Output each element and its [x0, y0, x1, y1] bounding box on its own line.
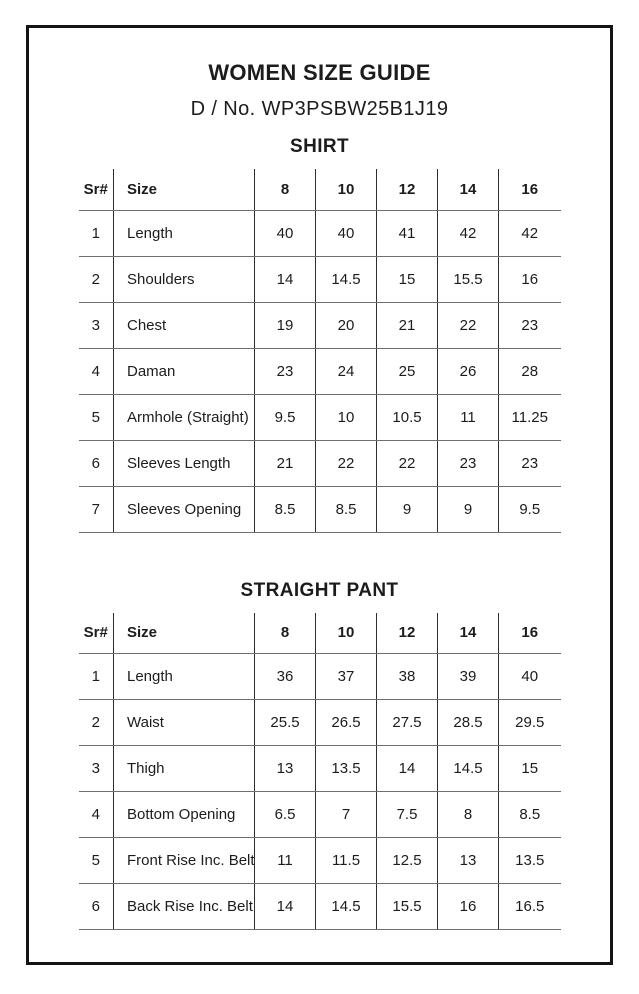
shirt-size-table: [79, 169, 561, 533]
size-10-column-header: 10: [316, 613, 377, 654]
measurement-label-cell: Length: [114, 654, 255, 700]
measurement-value-cell: 40: [255, 210, 316, 256]
sr-cell: 5: [79, 838, 114, 884]
table-row: [79, 884, 561, 930]
measurement-value-cell: 10: [316, 394, 377, 440]
measurement-value-cell: 40: [316, 210, 377, 256]
measurement-value-cell: 14: [377, 746, 438, 792]
measurement-value-cell: 14: [255, 884, 316, 930]
straight-pant-size-table: [79, 613, 561, 931]
measurement-value-cell: 8: [438, 792, 499, 838]
measurement-label-cell: Thigh: [114, 746, 255, 792]
size-16-column-header: 16: [499, 169, 561, 210]
measurement-value-cell: 41: [377, 210, 438, 256]
table-row: [79, 792, 561, 838]
measurement-label-cell: Back Rise Inc. Belt: [114, 884, 255, 930]
measurement-value-cell: 24: [316, 348, 377, 394]
measurement-value-cell: 23: [499, 302, 561, 348]
measurement-value-cell: 8.5: [255, 486, 316, 532]
measurement-value-cell: 12.5: [377, 838, 438, 884]
measurement-value-cell: 36: [255, 654, 316, 700]
table-row: [79, 654, 561, 700]
page-border-frame: [26, 25, 613, 965]
measurement-value-cell: 7.5: [377, 792, 438, 838]
sr-cell: 7: [79, 486, 114, 532]
measurement-label-cell: Length: [114, 210, 255, 256]
measurement-label-cell: Chest: [114, 302, 255, 348]
measurement-value-cell: 9: [438, 486, 499, 532]
measurement-value-cell: 13.5: [499, 838, 561, 884]
size-column-header: Size: [114, 613, 255, 654]
table-row: [79, 440, 561, 486]
sr-cell: 6: [79, 440, 114, 486]
measurement-value-cell: 7: [316, 792, 377, 838]
page-title: WOMEN SIZE GUIDE: [208, 60, 431, 85]
table-row: [79, 700, 561, 746]
measurement-label-cell: Waist: [114, 700, 255, 746]
size-12-column-header: 12: [377, 169, 438, 210]
sr-cell: 2: [79, 256, 114, 302]
measurement-value-cell: 39: [438, 654, 499, 700]
sr-cell: 6: [79, 884, 114, 930]
measurement-value-cell: 8.5: [499, 792, 561, 838]
measurement-label-cell: Sleeves Opening: [114, 486, 255, 532]
measurement-value-cell: 20: [316, 302, 377, 348]
measurement-value-cell: 40: [499, 654, 561, 700]
table-row: [79, 746, 561, 792]
table-row: [79, 394, 561, 440]
measurement-value-cell: 25: [377, 348, 438, 394]
measurement-value-cell: 22: [377, 440, 438, 486]
measurement-value-cell: 22: [316, 440, 377, 486]
measurement-value-cell: 11: [255, 838, 316, 884]
measurement-value-cell: 23: [438, 440, 499, 486]
measurement-value-cell: 11.25: [499, 394, 561, 440]
size-10-column-header: 10: [316, 169, 377, 210]
measurement-value-cell: 16: [438, 884, 499, 930]
measurement-value-cell: 6.5: [255, 792, 316, 838]
measurement-value-cell: 14: [255, 256, 316, 302]
measurement-value-cell: 23: [499, 440, 561, 486]
sr-cell: 4: [79, 792, 114, 838]
measurement-value-cell: 42: [499, 210, 561, 256]
table-header-row: [79, 169, 561, 210]
measurement-value-cell: 9: [377, 486, 438, 532]
straight-pant-section: [29, 580, 610, 931]
measurement-value-cell: 26: [438, 348, 499, 394]
measurement-value-cell: 23: [255, 348, 316, 394]
measurement-value-cell: 15.5: [438, 256, 499, 302]
measurement-label-cell: Armhole (Straight): [114, 394, 255, 440]
measurement-value-cell: 15: [499, 746, 561, 792]
size-12-column-header: 12: [377, 613, 438, 654]
sr-cell: 1: [79, 210, 114, 256]
shirt-section: [29, 136, 610, 533]
measurement-value-cell: 9.5: [499, 486, 561, 532]
measurement-value-cell: 19: [255, 302, 316, 348]
measurement-label-cell: Sleeves Length: [114, 440, 255, 486]
table-row: [79, 838, 561, 884]
measurement-value-cell: 38: [377, 654, 438, 700]
measurement-value-cell: 16: [499, 256, 561, 302]
table-row: [79, 302, 561, 348]
measurement-value-cell: 10.5: [377, 394, 438, 440]
measurement-value-cell: 16.5: [499, 884, 561, 930]
measurement-label-cell: Bottom Opening: [114, 792, 255, 838]
measurement-value-cell: 15: [377, 256, 438, 302]
measurement-value-cell: 13: [438, 838, 499, 884]
measurement-value-cell: 28.5: [438, 700, 499, 746]
sr-cell: 5: [79, 394, 114, 440]
sr-cell: 3: [79, 746, 114, 792]
measurement-value-cell: 9.5: [255, 394, 316, 440]
measurement-value-cell: 15.5: [377, 884, 438, 930]
measurement-value-cell: 11: [438, 394, 499, 440]
measurement-value-cell: 42: [438, 210, 499, 256]
straight-pant-table-title: STRAIGHT PANT: [240, 579, 399, 601]
measurement-value-cell: 11.5: [316, 838, 377, 884]
measurement-label-cell: Daman: [114, 348, 255, 394]
size-8-column-header: 8: [255, 613, 316, 654]
measurement-value-cell: 29.5: [499, 700, 561, 746]
sr-cell: 4: [79, 348, 114, 394]
page-header: [29, 60, 610, 121]
table-header-row: [79, 613, 561, 654]
measurement-value-cell: 37: [316, 654, 377, 700]
measurement-label-cell: Front Rise Inc. Belt: [114, 838, 255, 884]
size-8-column-header: 8: [255, 169, 316, 210]
sr-column-header: Sr#: [79, 613, 114, 654]
measurement-value-cell: 13.5: [316, 746, 377, 792]
measurement-value-cell: 26.5: [316, 700, 377, 746]
measurement-value-cell: 14.5: [316, 884, 377, 930]
measurement-value-cell: 14.5: [316, 256, 377, 302]
measurement-value-cell: 14.5: [438, 746, 499, 792]
sr-cell: 2: [79, 700, 114, 746]
sr-column-header: Sr#: [79, 169, 114, 210]
measurement-value-cell: 21: [377, 302, 438, 348]
size-14-column-header: 14: [438, 169, 499, 210]
size-14-column-header: 14: [438, 613, 499, 654]
measurement-value-cell: 8.5: [316, 486, 377, 532]
table-row: [79, 486, 561, 532]
sr-cell: 3: [79, 302, 114, 348]
shirt-table-title: SHIRT: [290, 136, 349, 157]
design-number: D / No. WP3PSBW25B1J19: [190, 98, 449, 120]
size-16-column-header: 16: [499, 613, 561, 654]
measurement-value-cell: 25.5: [255, 700, 316, 746]
measurement-value-cell: 28: [499, 348, 561, 394]
measurement-label-cell: Shoulders: [114, 256, 255, 302]
size-column-header: Size: [114, 169, 255, 210]
measurement-value-cell: 21: [255, 440, 316, 486]
measurement-value-cell: 13: [255, 746, 316, 792]
table-row: [79, 348, 561, 394]
measurement-value-cell: 22: [438, 302, 499, 348]
sr-cell: 1: [79, 654, 114, 700]
table-row: [79, 256, 561, 302]
measurement-value-cell: 27.5: [377, 700, 438, 746]
table-row: [79, 210, 561, 256]
